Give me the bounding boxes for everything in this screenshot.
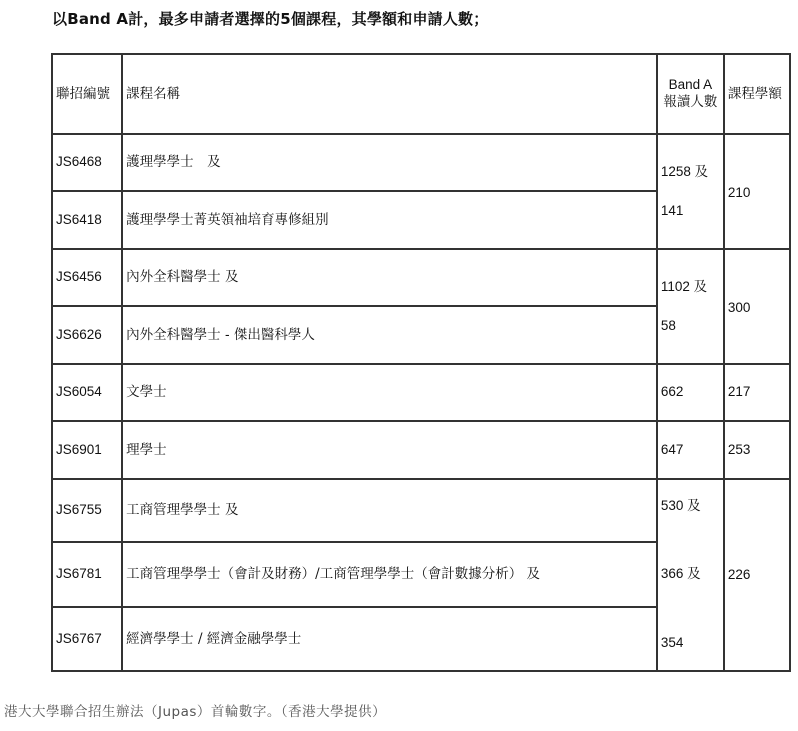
course-name: 內外全科醫學士 - 傑出醫科學人 [122,306,657,364]
course-table [51,53,791,672]
header-band-a-line1: Band A [668,77,713,93]
table-row [52,479,790,542]
applicants-value: 530 及 [657,479,724,542]
table-row [52,421,790,479]
course-code: JS6054 [52,364,122,421]
table-row [52,607,790,671]
header-name: 課程名稱 [122,54,657,134]
applicants-value: 1258 及 [660,163,709,179]
course-name: 護理學學士菁英領袖培育專修組別 [122,191,657,249]
quota-cell: 217 [724,364,790,421]
course-code: JS6755 [52,479,122,542]
applicants-value: 662 [657,364,724,421]
course-code: JS6901 [52,421,122,479]
quota-cell: 226 [724,479,790,671]
course-code: JS6456 [52,249,122,306]
course-name: 經濟學學士 / 經濟金融學學士 [122,607,657,671]
applicants-cell [657,134,724,249]
table-header-row [52,54,790,134]
course-code: JS6626 [52,306,122,364]
quota-cell: 210 [724,134,790,249]
course-name: 內外全科醫學士 及 [122,249,657,306]
image-caption: 港大大學聯合招生辦法（Jupas）首輪數字。（香港大學提供） [4,704,387,720]
applicants-cell [657,249,724,364]
applicants-value: 647 [657,421,724,479]
table-row [52,249,790,306]
applicants-value: 366 及 [657,542,724,607]
course-code: JS6468 [52,134,122,191]
page-heading: 以Band A計，最多申請者選擇的5個課程，其學額和申請人數； [52,10,489,28]
header-band-a-line2: 報讀人數 [663,94,718,110]
applicants-value: 58 [660,317,676,333]
course-name: 工商管理學學士（會計及財務）/工商管理學學士（會計數據分析） 及 [122,542,657,607]
course-code: JS6781 [52,542,122,607]
applicants-value: 1102 及 [660,278,708,294]
course-name: 理學士 [122,421,657,479]
quota-cell: 300 [724,249,790,364]
course-name: 護理學學士 及 [122,134,657,191]
header-quota: 課程學額 [724,54,790,134]
table-row [52,134,790,191]
applicants-value: 141 [660,202,684,218]
course-name: 文學士 [122,364,657,421]
applicants-value: 354 [657,607,724,671]
header-band-a [657,54,724,134]
course-code: JS6418 [52,191,122,249]
table-row [52,364,790,421]
header-code: 聯招編號 [52,54,122,134]
quota-cell: 253 [724,421,790,479]
table-row [52,542,790,607]
course-code: JS6767 [52,607,122,671]
course-name: 工商管理學學士 及 [122,479,657,542]
